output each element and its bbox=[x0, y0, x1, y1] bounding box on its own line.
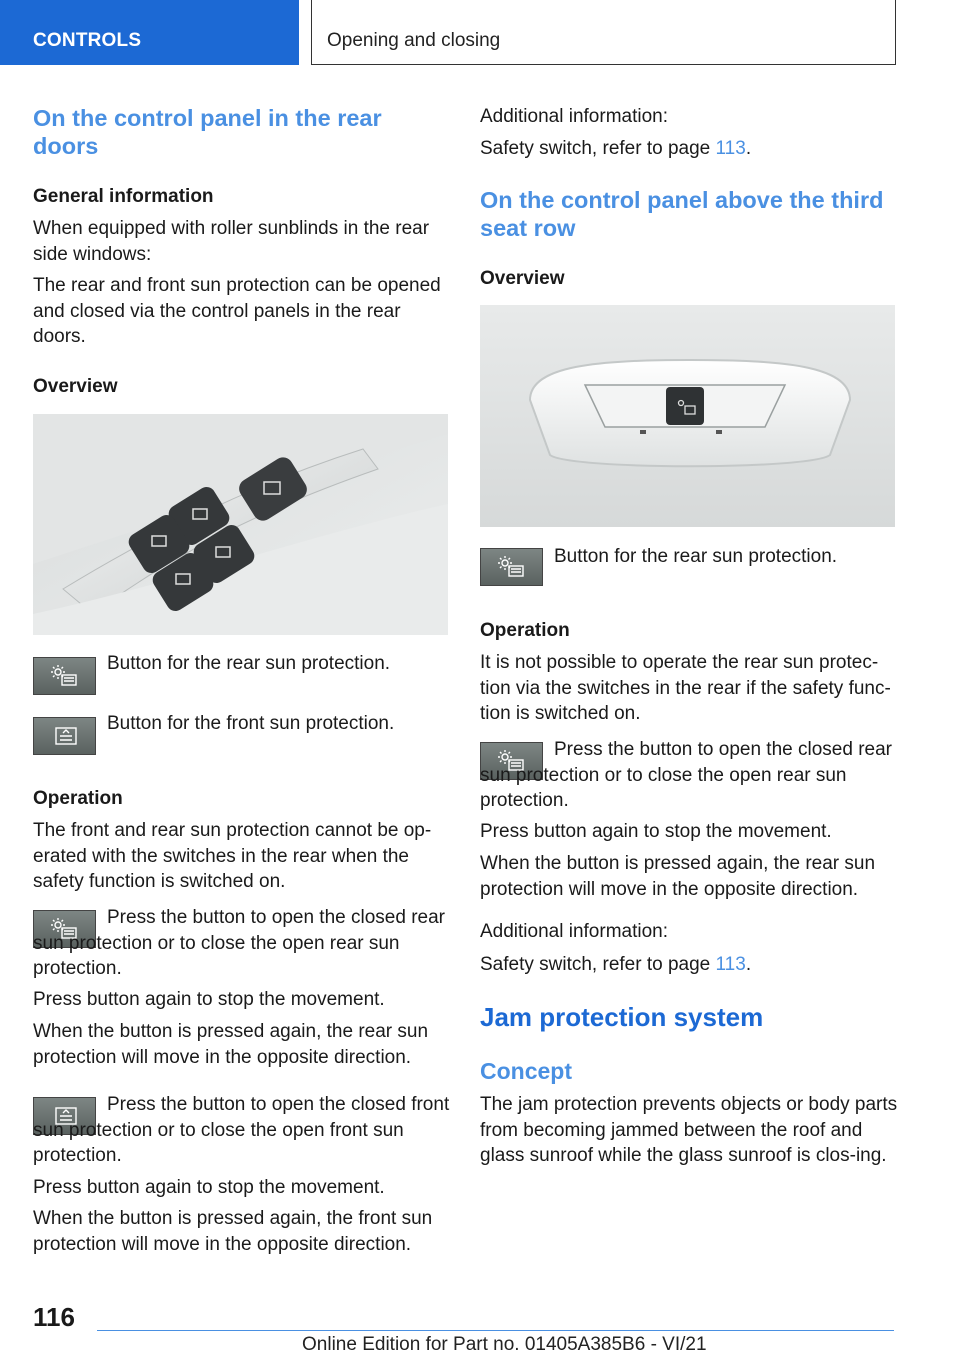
operation-title-left: Operation bbox=[33, 788, 123, 809]
ceiling-control-panel-photo bbox=[480, 305, 895, 527]
operation-p1-right: It is not possible to operate the rear sun protec-tion via the switches in the rear if the safety func-tion is switched on. bbox=[480, 652, 891, 724]
addinfo2-page-link[interactable]: 113 bbox=[715, 954, 746, 975]
addinfo2-line: Safety switch, refer to page 113. bbox=[480, 954, 752, 975]
operation-title-right: Operation bbox=[480, 620, 570, 641]
rear-again-left: Press button again to stop the movement. bbox=[33, 989, 385, 1010]
section-heading-third-row: On the control panel above the third seat row bbox=[480, 187, 884, 241]
addinfo2-title: Additional information: bbox=[480, 921, 668, 942]
page-number: 116 bbox=[33, 1302, 75, 1332]
rear-opposite-left: When the button is pressed again, the rear sun protection will move in the opposite direction. bbox=[33, 1021, 429, 1068]
addinfo1-line: Safety switch, refer to page 113. bbox=[480, 138, 752, 159]
general-info-p1: When equipped with roller sunblinds in the rear side windows: bbox=[33, 218, 430, 265]
front-again-left: Press button again to stop the movement. bbox=[33, 1177, 385, 1198]
addinfo1-title: Additional information: bbox=[480, 106, 668, 127]
front-sun-protection-icon bbox=[33, 717, 96, 755]
operation-p1-left: The front and rear sun protection cannot be op-erated with the switches in the rear when the safety function is switched on. bbox=[33, 820, 432, 892]
overview-title-left: Overview bbox=[33, 376, 118, 397]
general-info-title: General information bbox=[33, 186, 214, 207]
edition-text: Online Edition for Part no. 01405A385B6 - VI/21 bbox=[302, 1334, 707, 1355]
rear-sun-protection-icon bbox=[480, 548, 543, 586]
rear-press-right: Press the button to open the closed rear sun protection or to close the open rear sun protection. bbox=[480, 739, 892, 811]
legend-rear-right: Button for the rear sun protection. bbox=[554, 546, 838, 567]
chapter-tab bbox=[311, 0, 896, 65]
section-heading-rear-doors: On the control panel in the rear doors bbox=[33, 105, 382, 159]
chapter-label: Opening and closing bbox=[327, 30, 501, 51]
rear-again-right: Press button again to stop the movement. bbox=[480, 821, 832, 842]
overview-title-right: Overview bbox=[480, 268, 565, 289]
rear-opposite-right: When the button is pressed again, the rear sun protection will move in the opposite direction. bbox=[480, 853, 876, 900]
section-tab bbox=[0, 0, 299, 65]
general-info-p2: The rear and front sun protection can be opened and closed via the control panels in the rear doors. bbox=[33, 275, 441, 347]
rear-press-left: Press the button to open the closed rear sun protection or to close the open rear sun protection. bbox=[33, 907, 445, 979]
door-control-panel-photo bbox=[33, 414, 448, 635]
addinfo1-page-link[interactable]: 113 bbox=[715, 138, 746, 159]
concept-heading: Concept bbox=[480, 1058, 572, 1084]
footer-divider bbox=[97, 1330, 894, 1331]
legend-rear-left: Button for the rear sun protection. bbox=[107, 653, 391, 674]
concept-text: The jam protection prevents objects or body parts from becoming jammed between the roof and glass sunroof while the glass sunroof is clos-ing. bbox=[480, 1094, 898, 1166]
rear-sun-protection-icon bbox=[33, 657, 96, 695]
front-press-left: Press the button to open the closed front sun protection or to close the open front sun protection. bbox=[33, 1094, 450, 1166]
addinfo1-text: Safety switch, refer to page bbox=[480, 138, 716, 159]
section-label: CONTROLS bbox=[33, 30, 142, 51]
front-opposite-left: When the button is pressed again, the front sun protection will move in the opposite direction. bbox=[33, 1208, 433, 1255]
addinfo2-text: Safety switch, refer to page bbox=[480, 954, 716, 975]
legend-front-left: Button for the front sun protection. bbox=[107, 713, 395, 734]
jam-protection-heading: Jam protection system bbox=[480, 1002, 764, 1032]
